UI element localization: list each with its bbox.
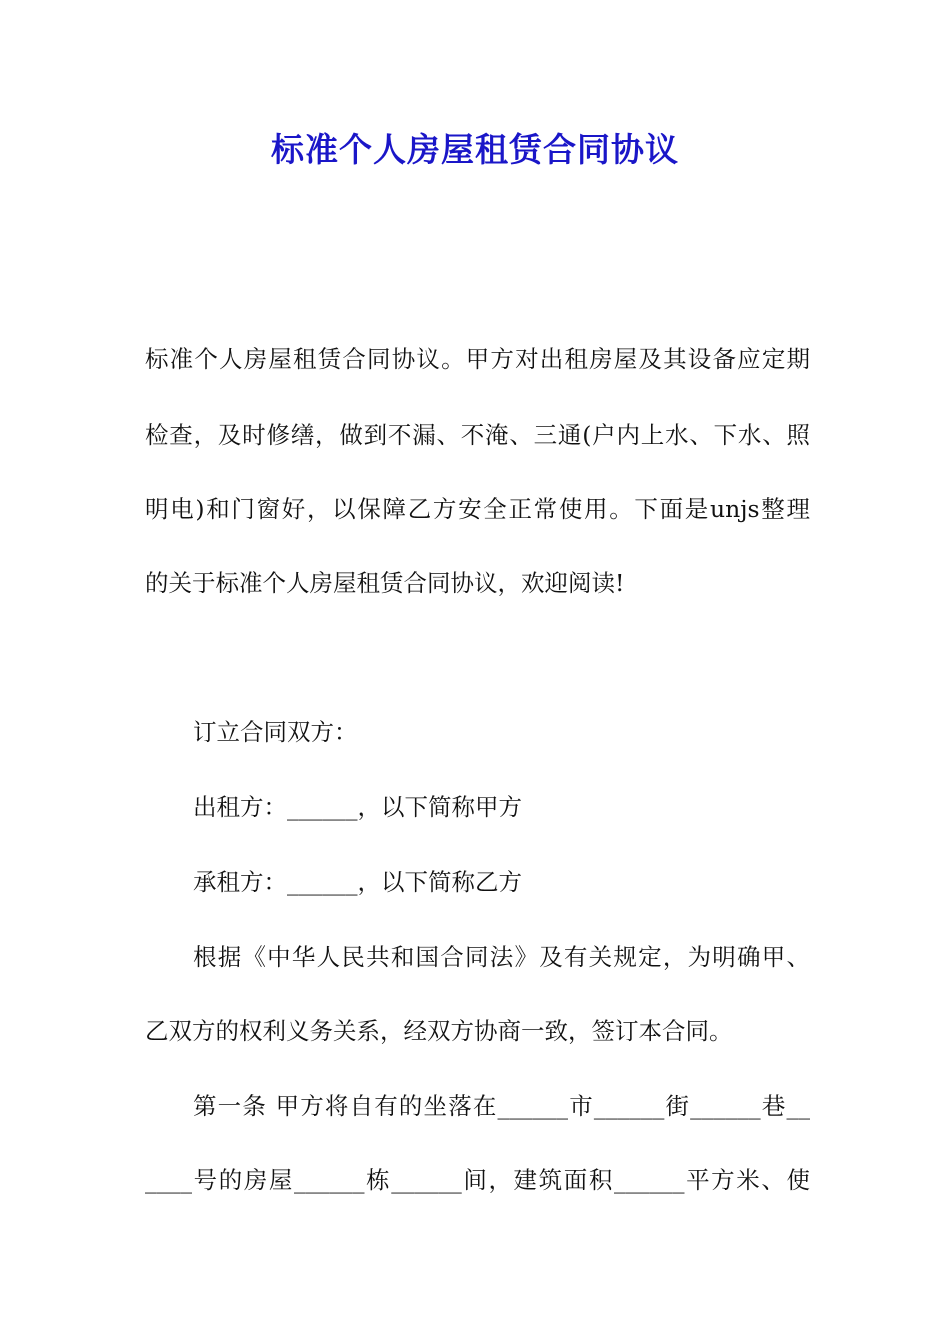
parties-heading: 订立合同双方： [193, 718, 358, 746]
basis-line-1: 根据《中华人民共和国合同法》及有关规定，为明确甲、 [193, 943, 810, 971]
intro-line-2: 检查，及时修缮，做到不漏、不淹、三通(户内上水、下水、照 [145, 421, 810, 449]
article1-line-1: 第一条 甲方将自有的坐落在______市______街______巷__ [193, 1092, 810, 1120]
basis-line-2: 乙双方的权利义务关系，经双方协商一致，签订本合同。 [145, 1017, 733, 1045]
intro-line-1: 标准个人房屋租赁合同协议。甲方对出租房屋及其设备应定期 [145, 345, 810, 373]
intro-line-4: 的关于标准个人房屋租赁合同协议，欢迎阅读! [145, 569, 625, 597]
lessee-line: 承租方：______，以下简称乙方 [193, 868, 522, 896]
article1-line-2: ____号的房屋______栋______间，建筑面积______平方米、使 [145, 1166, 810, 1194]
document-title: 标准个人房屋租赁合同协议 [271, 130, 679, 169]
intro-line-3: 明电)和门窗好，以保障乙方安全正常使用。下面是unjs整理 [145, 495, 810, 523]
lessor-line: 出租方：______，以下简称甲方 [193, 793, 522, 821]
